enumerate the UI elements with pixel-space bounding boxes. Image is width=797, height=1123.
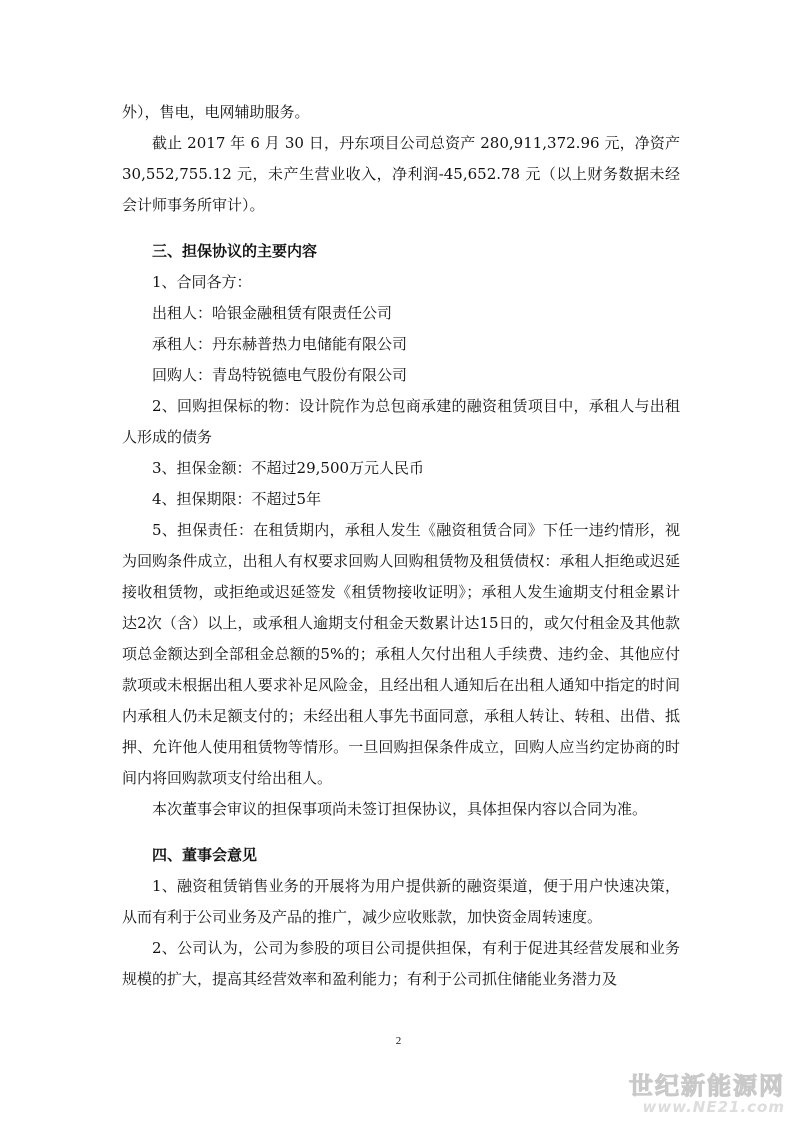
paragraph: 截止 2017 年 6 月 30 日，丹东项目公司总资产 280,911,372.96 元，净资产 30,552,755.12 元，未产生营业收入，净利润-45,652.78 元（以上财务数据未经会计师事务所审计）。 xyxy=(122,134,680,214)
page-number: 2 xyxy=(395,1035,402,1047)
paragraph: 2、公司认为，公司为参股的项目公司提供担保，有利于促进其经营发展和业务规模的扩大，提高其经营效率和盈利能力；有利于公司抓住储能业务潜力及 xyxy=(122,939,680,988)
paragraph: 4、担保期限：不超过5年 xyxy=(152,490,322,508)
paragraph: 本次董事会审议的担保事项尚未签订担保协议，具体担保内容以合同为准。 xyxy=(152,800,648,818)
paragraph: 1、合同各方： xyxy=(152,273,252,291)
section-heading: 三、担保协议的主要内容 xyxy=(152,242,318,260)
section-heading: 四、董事会意见 xyxy=(152,846,258,864)
paragraph: 2、回购担保标的物：设计院作为总包商承建的融资租赁项目中，承租人与出租人形成的债务 xyxy=(122,397,680,446)
paragraph: 5、担保责任：在租赁期内，承租人发生《融资租赁合同》下任一违约情形，视为回购条件成立，出租人有权要求回购人回购租赁物及租赁债权：承租人拒绝或迟延接收租赁物，或拒绝或迟延签发《租赁物接收证明》；承租人发生逾期支付租金累计达2次（含）以上，或承租人逾期支付租金天数累计达15日的，或欠付租金及其他款项总金额达到全部租金总额的5%的；承租人欠付出租人手续费、违约金、其他应付款项或未根据出租人要求补足风险金，且经出租人通知后在出租人通知中指定的时间内承租人仍未足额支付的；未经出租人事先书面同意，承租人转让、转租、出借、抵押、允许他人使用租赁物等情形。一旦回购担保条件成立，回购人应当约定协商的时间内将回购款项支付给出租人。 xyxy=(122,521,680,787)
paragraph: 3、担保金额：不超过29,500万元人民币 xyxy=(152,459,425,477)
watermark-url: www.NE21.com xyxy=(642,1098,785,1116)
watermark-title: 世纪新能源网 xyxy=(629,1072,785,1100)
paragraph: 1、融资租赁销售业务的开展将为用户提供新的融资渠道，便于用户快速决策，从而有利于公司业务及产品的推广，减少应收账款，加快资金周转速度。 xyxy=(122,877,680,926)
paragraph: 回购人：青岛特锐德电气股份有限公司 xyxy=(152,366,408,384)
site-watermark xyxy=(629,1073,785,1115)
paragraph: 出租人：哈银金融租赁有限责任公司 xyxy=(152,304,393,322)
paragraph: 外），售电，电网辅助服务。 xyxy=(122,103,310,121)
body-text xyxy=(122,97,680,995)
paragraph: 承租人：丹东赫普热力电储能有限公司 xyxy=(152,335,408,353)
